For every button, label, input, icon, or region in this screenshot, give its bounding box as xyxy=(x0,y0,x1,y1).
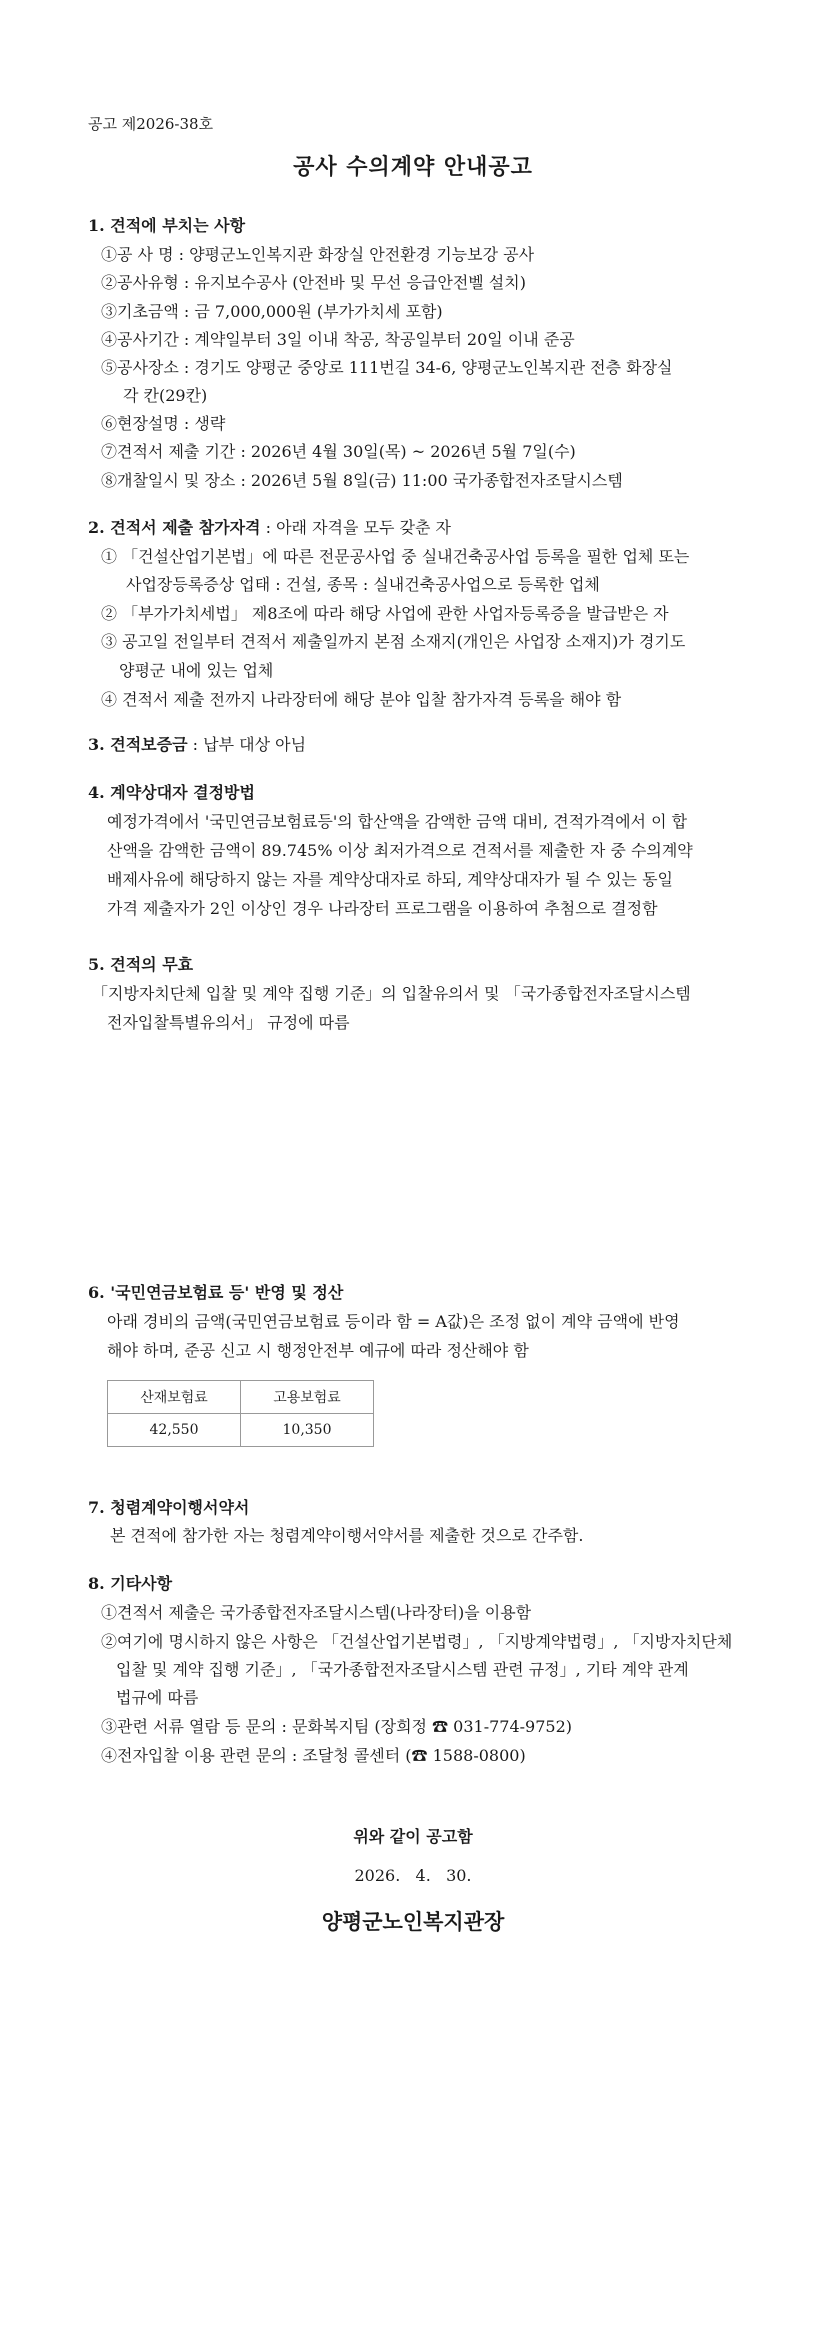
paragraph-line: 배제사유에 해당하지 않는 자를 계약상대자로 하되, 계약상대자가 될 수 있는 동일 xyxy=(107,870,673,889)
paragraph-line: 본 견적에 참가한 자는 청렴계약이행서약서를 제출한 것으로 간주함. xyxy=(110,1526,584,1545)
section-8-heading: 8. 기타사항 xyxy=(88,1574,173,1593)
section-5-heading: 5. 견적의 무효 xyxy=(88,955,194,974)
notice-date: 2026. 4. 30. xyxy=(354,1866,472,1885)
section-7-heading: 7. 청렴계약이행서약서 xyxy=(88,1498,250,1517)
list-item-continuation: 입찰 및 계약 집행 기준」, 「국가종합전자조달시스템 관련 규정」, 기타 계약 관계 xyxy=(116,1660,689,1679)
list-item: ⑥현장설명 : 생략 xyxy=(101,414,226,433)
table-row xyxy=(108,1414,374,1447)
list-item: ① 「건설산업기본법」에 따른 전문공사업 중 실내건축공사업 등록을 필한 업체 또는 xyxy=(101,547,690,566)
issuer-name: 양평군노인복지관장 xyxy=(321,1909,505,1934)
paragraph-line: 전자입찰특별유의서」 규정에 따름 xyxy=(107,1013,350,1032)
list-item: ⑦견적서 제출 기간 : 2026년 4월 30일(목) ~ 2026년 5월 7일(수) xyxy=(101,442,576,461)
closing-statement: 위와 같이 공고함 xyxy=(353,1827,473,1846)
list-item: ④공사기간 : 계약일부터 3일 이내 착공, 착공일부터 20일 이내 준공 xyxy=(101,330,575,349)
section-2-heading-tail: : 아래 자격을 모두 갖춘 자 xyxy=(260,518,451,537)
paragraph-line: 아래 경비의 금액(국민연금보험료 등이라 함 = A값)은 조정 없이 계약 금액에 반영 xyxy=(107,1312,680,1331)
table-cell: 42,550 xyxy=(108,1414,241,1447)
list-item: ②공사유형 : 유지보수공사 (안전바 및 무선 응급안전벨 설치) xyxy=(101,273,526,292)
notice-number: 공고 제2026-38호 xyxy=(88,115,214,133)
list-item: ② 「부가가치세법」 제8조에 따라 해당 사업에 관한 사업자등록증을 발급받은 자 xyxy=(101,604,669,623)
list-item-continuation: 각 칸(29칸) xyxy=(123,386,208,405)
list-item: ⑤공사장소 : 경기도 양평군 중앙로 111번길 34-6, 양평군노인복지관 전층 화장실 xyxy=(101,358,673,377)
section-1-heading: 1. 견적에 부치는 사항 xyxy=(88,216,246,235)
list-item: ④ 견적서 제출 전까지 나라장터에 해당 분야 입찰 참가자격 등록을 해야 함 xyxy=(101,690,622,709)
list-item: ③관련 서류 열람 등 문의 : 문화복지팀 (장희정 ☎ 031-774-9752) xyxy=(101,1717,573,1736)
list-item: ④전자입찰 이용 관련 문의 : 조달청 콜센터 (☎ 1588-0800) xyxy=(101,1746,526,1765)
list-item-continuation: 사업장등록증상 업태 : 건설, 종목 : 실내건축공사업으로 등록한 업체 xyxy=(126,575,600,594)
document-title: 공사 수의계약 안내공고 xyxy=(293,154,533,180)
section-2-heading: 2. 견적서 제출 참가자격 xyxy=(88,518,261,537)
section-2-heading-row xyxy=(88,518,451,538)
table-cell: 10,350 xyxy=(241,1414,374,1447)
table-header-cell: 산재보험료 xyxy=(108,1381,241,1414)
insurance-table xyxy=(107,1380,374,1447)
list-item: ③ 공고일 전일부터 견적서 제출일까지 본점 소재지(개인은 사업장 소재지)가 경기도 xyxy=(101,632,686,651)
list-item: ①견적서 제출은 국가종합전자조달시스템(나라장터)을 이용함 xyxy=(101,1603,532,1622)
list-item-continuation: 양평군 내에 있는 업체 xyxy=(119,661,274,680)
section-6-heading: 6. '국민연금보험료 등' 반영 및 정산 xyxy=(88,1283,344,1302)
list-item: ①공 사 명 : 양평군노인복지관 화장실 안전환경 기능보강 공사 xyxy=(101,245,535,264)
section-4-heading: 4. 계약상대자 결정방법 xyxy=(88,783,255,802)
section-3-heading: 3. 견적보증금 xyxy=(88,735,188,754)
paragraph-line: 「지방자치단체 입찰 및 계약 집행 기준」의 입찰유의서 및 「국가종합전자조달시스템 xyxy=(92,984,691,1003)
table-header-cell: 고용보험료 xyxy=(241,1381,374,1414)
section-3-tail: : 납부 대상 아님 xyxy=(187,735,307,754)
paragraph-line: 산액을 감액한 금액이 89.745% 이상 최저가격으로 견적서를 제출한 자 중 수의계약 xyxy=(107,841,693,860)
paragraph-line: 가격 제출자가 2인 이상인 경우 나라장터 프로그램을 이용하여 추첨으로 결정함 xyxy=(107,899,658,918)
list-item-continuation: 법규에 따름 xyxy=(116,1688,199,1707)
list-item: ③기초금액 : 금 7,000,000원 (부가가치세 포함) xyxy=(101,302,443,321)
paragraph-line: 예정가격에서 '국민연금보험료등'의 합산액을 감액한 금액 대비, 견적가격에서 이 합 xyxy=(107,812,688,831)
list-item: ⑧개찰일시 및 장소 : 2026년 5월 8일(금) 11:00 국가종합전자조달시스템 xyxy=(101,471,623,490)
list-item: ②여기에 명시하지 않은 사항은 「건설산업기본법령」, 「지방계약법령」, 「지방자치단체 xyxy=(101,1632,733,1651)
paragraph-line: 해야 하며, 준공 신고 시 행정안전부 예규에 따라 정산해야 함 xyxy=(107,1341,529,1360)
section-3-row xyxy=(88,735,306,755)
table-header-row xyxy=(108,1381,374,1414)
